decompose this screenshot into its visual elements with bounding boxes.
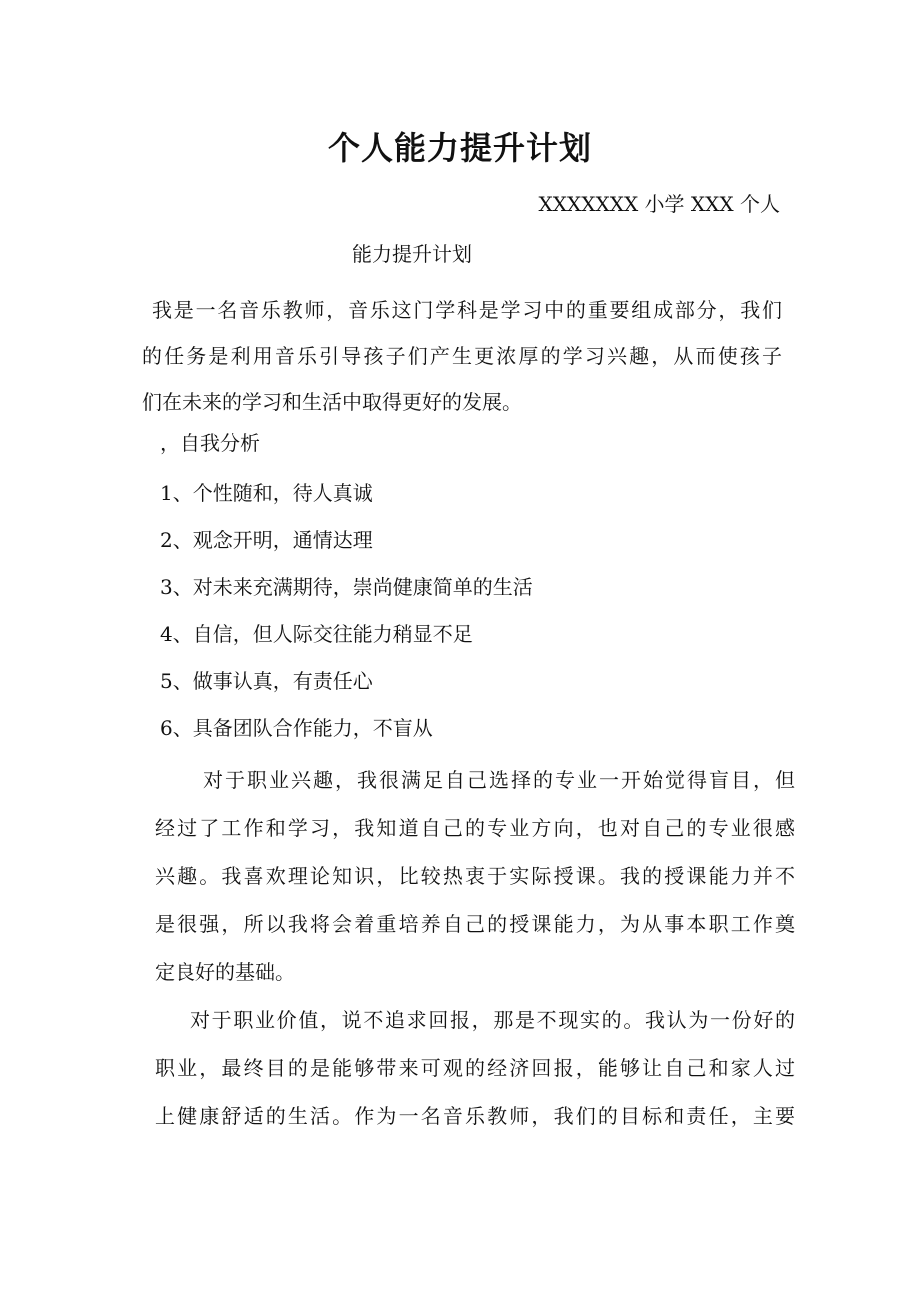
intro-line: 们在未来的学习和生活中取得更好的发展。 — [142, 390, 522, 414]
intro-line: 我是一名音乐教师，音乐这门学科是学习中的重要组成部分，我们 — [152, 298, 782, 322]
list-item: 4、自信，但人际交往能力稍显不足 — [160, 622, 473, 646]
interest-paragraph — [155, 760, 795, 1000]
list-item: 3、对未来充满期待，崇尚健康简单的生活 — [160, 575, 533, 599]
interest-line: 对于职业兴趣，我很满足自己选择的专业一开始觉得盲目，但 — [203, 768, 795, 792]
list-item: 2、观念开明，通情达理 — [160, 528, 373, 552]
interest-line: 定良好的基础。 — [155, 960, 295, 984]
page-title: 个人能力提升计划 — [327, 129, 592, 167]
interest-line: 兴趣。我喜欢理论知识，比较热衷于实际授课。我的授课能力并不 — [155, 864, 795, 888]
value-line: 职业，最终目的是能够带来可观的经济回报，能够让自己和家人过 — [155, 1056, 795, 1080]
value-paragraph — [155, 1000, 795, 1144]
analysis-list — [160, 476, 533, 758]
intro-paragraph — [142, 287, 782, 425]
analysis-heading: ，自我分析 — [160, 431, 260, 455]
list-item: 5、做事认真，有责任心 — [160, 669, 373, 693]
value-line: 上健康舒适的生活。作为一名音乐教师，我们的目标和责任，主要 — [155, 1104, 795, 1128]
list-item: 6、具备团队合作能力，不盲从 — [160, 716, 433, 740]
author-line: XXXXXXX 小学 XXX 个人 — [538, 192, 780, 216]
subtitle: 能力提升计划 — [352, 242, 472, 266]
interest-line: 经过了工作和学习，我知道自己的专业方向，也对自己的专业很感 — [155, 816, 795, 840]
list-item: 1、个性随和，待人真诚 — [160, 481, 373, 505]
value-line: 对于职业价值，说不追求回报，那是不现实的。我认为一份好的 — [190, 1008, 795, 1032]
interest-line: 是很强，所以我将会着重培养自己的授课能力，为从事本职工作奠 — [155, 912, 795, 936]
intro-line: 的任务是利用音乐引导孩子们产生更浓厚的学习兴趣，从而使孩子 — [142, 344, 782, 368]
